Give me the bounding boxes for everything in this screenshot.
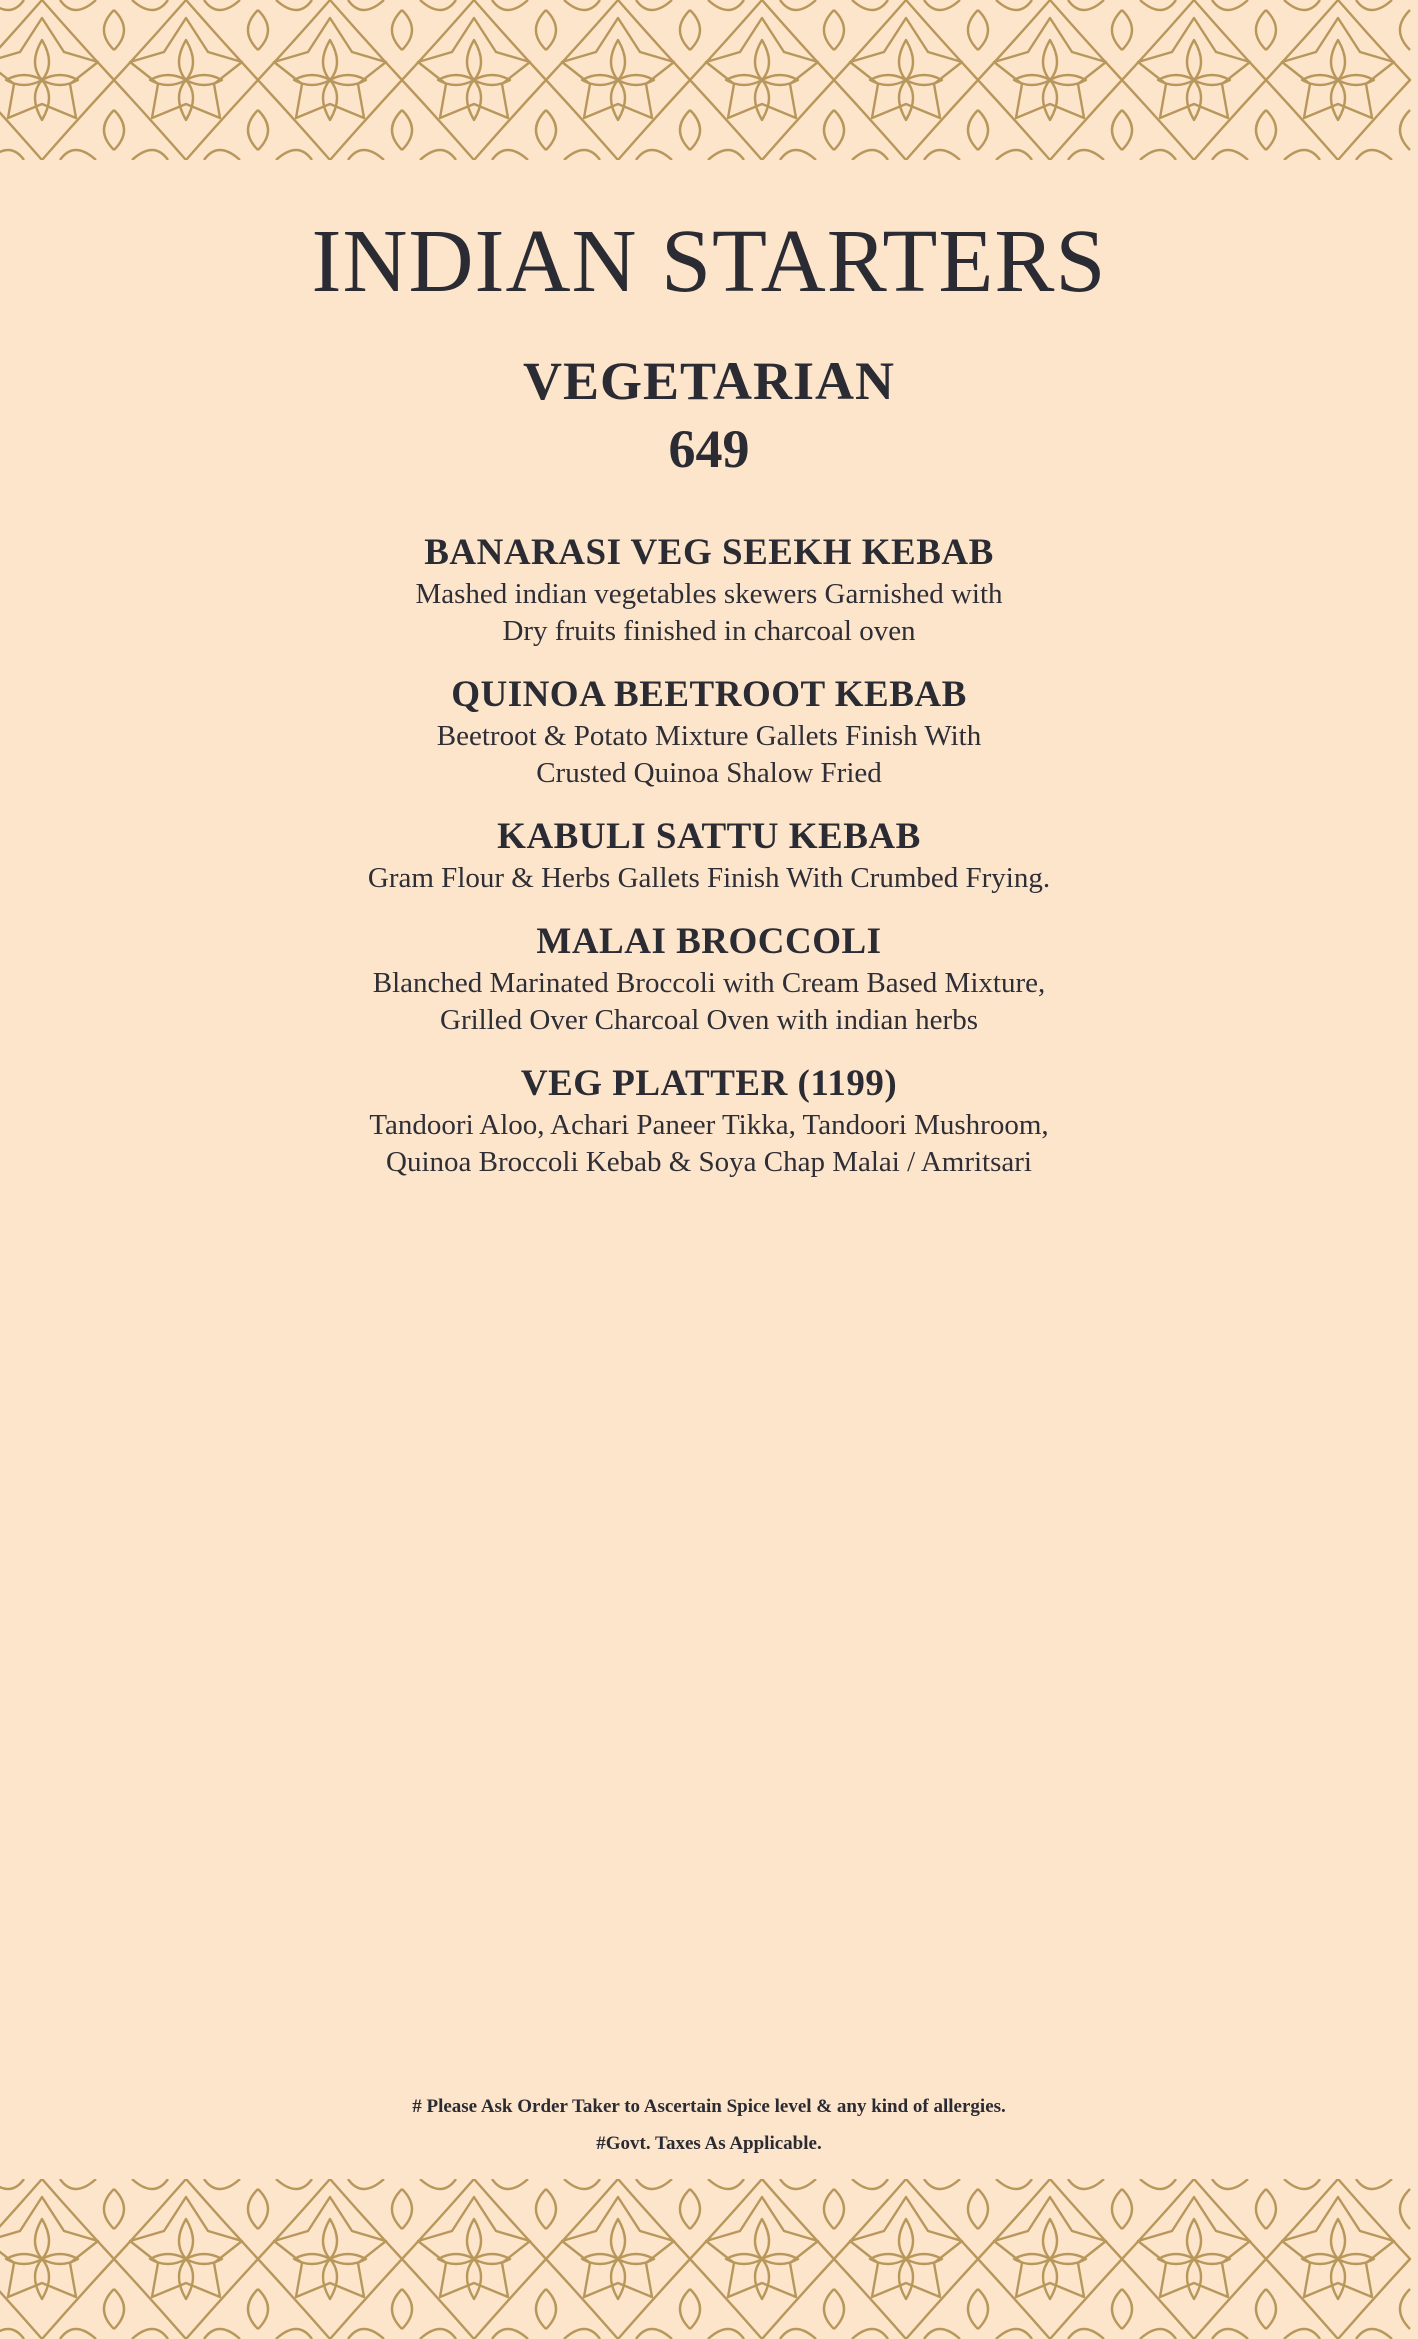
section-price: 649 bbox=[668, 419, 750, 479]
menu-item-description-line: Crusted Quinoa Shalow Fried bbox=[536, 757, 882, 789]
section-title: VEGETARIAN bbox=[522, 351, 896, 411]
page-title: INDIAN STARTERS bbox=[311, 212, 1107, 311]
menu-item-description bbox=[0, 1107, 1418, 1181]
menu-item-name: KABULI SATTU KEBAB bbox=[497, 816, 921, 857]
menu-item bbox=[0, 1061, 1418, 1181]
tax-note: #Govt. Taxes As Applicable. bbox=[596, 2133, 822, 2154]
top-ornament-border bbox=[0, 0, 1418, 160]
lattice-ornament-icon bbox=[0, 0, 1418, 160]
menu-item bbox=[0, 530, 1418, 650]
menu-item bbox=[0, 814, 1418, 897]
menu-item-description-line: Quinoa Broccoli Kebab & Soya Chap Malai / Amritsari bbox=[386, 1146, 1032, 1178]
menu-item-list bbox=[0, 530, 1418, 1203]
bottom-ornament-border bbox=[0, 2179, 1418, 2339]
menu-item-description bbox=[0, 576, 1418, 650]
menu-item-description-line: Blanched Marinated Broccoli with Cream Based Mixture, bbox=[372, 967, 1046, 999]
menu-item-description-line: Dry fruits finished in charcoal oven bbox=[502, 615, 916, 647]
menu-item-name: MALAI BROCCOLI bbox=[536, 921, 882, 962]
menu-item-description-line: Beetroot & Potato Mixture Gallets Finish With bbox=[436, 720, 982, 752]
menu-item-description-line: Grilled Over Charcoal Oven with indian herbs bbox=[440, 1004, 978, 1036]
menu-item-description bbox=[0, 965, 1418, 1039]
menu-item-description bbox=[0, 718, 1418, 792]
menu-item-description bbox=[0, 860, 1418, 897]
menu-item-description-line: Mashed indian vegetables skewers Garnished with bbox=[415, 578, 1003, 610]
lattice-ornament-icon bbox=[0, 2179, 1418, 2339]
menu-item-description-line: Gram Flour & Herbs Gallets Finish With Crumbed Frying. bbox=[367, 862, 1051, 894]
menu-item-name: BANARASI VEG SEEKH KEBAB bbox=[424, 532, 994, 573]
menu-item-description-line: Tandoori Aloo, Achari Paneer Tikka, Tandoori Mushroom, bbox=[369, 1109, 1049, 1141]
allergy-note: # Please Ask Order Taker to Ascertain Spice level & any kind of allergies. bbox=[412, 2096, 1006, 2117]
menu-item bbox=[0, 919, 1418, 1039]
footer-notes bbox=[0, 2088, 1418, 2162]
menu-item-name: VEG PLATTER (1199) bbox=[520, 1063, 898, 1104]
menu-item-name: QUINOA BEETROOT KEBAB bbox=[451, 674, 967, 715]
menu-item bbox=[0, 672, 1418, 792]
